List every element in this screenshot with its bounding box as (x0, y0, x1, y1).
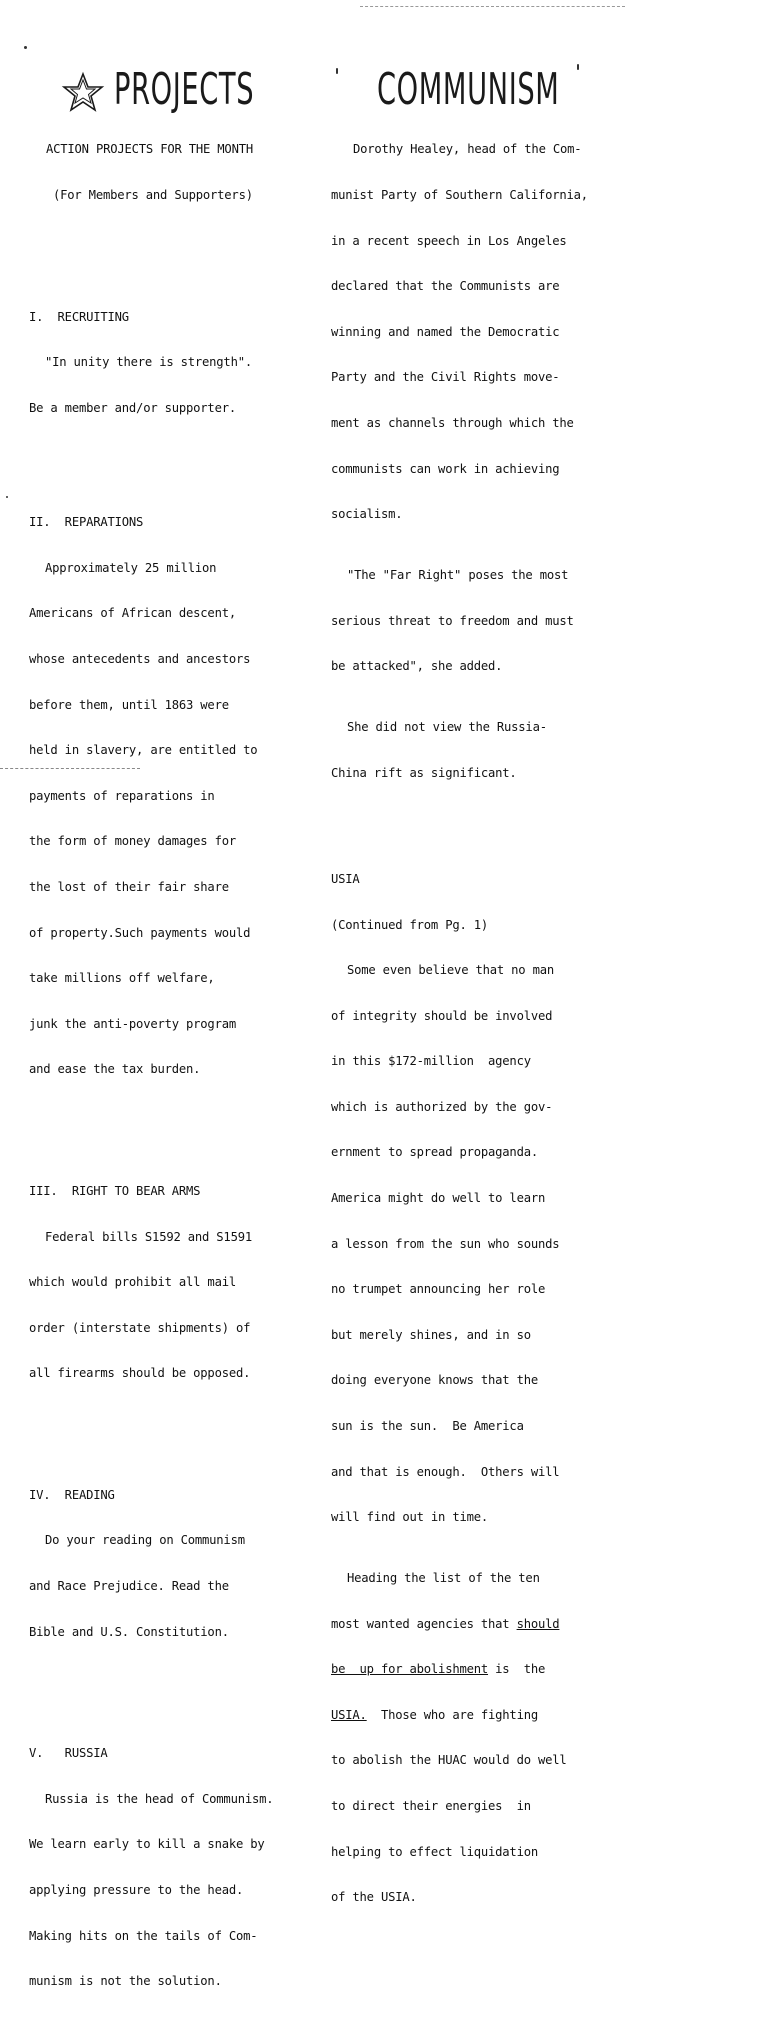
right-column (331, 112, 631, 1936)
section-line: and ease the tax burden. (29, 1062, 201, 1077)
body-line: no trumpet announcing her role (331, 1282, 546, 1297)
body-line: and that is enough. Others will (331, 1464, 560, 1479)
section-heading: III. RIGHT TO BEAR ARMS (29, 1183, 201, 1198)
section-line: Approximately 25 million (45, 560, 217, 575)
section-line: all firearms should be opposed. (29, 1366, 251, 1381)
body-line: munist Party of Southern California, (331, 188, 588, 202)
section-line: and Race Prejudice. Read the (29, 1579, 229, 1594)
section-line: Federal bills S1592 and S1591 (45, 1229, 252, 1244)
body-line: "The "Far Right" poses the most (347, 567, 569, 582)
section-line: Be a member and/or supporter. (29, 400, 236, 415)
body-line: of integrity should be involved (331, 1008, 553, 1023)
body-line (331, 1708, 631, 1723)
section-line: take millions off welfare, (29, 971, 215, 986)
section-line: payments of reparations in (29, 788, 215, 803)
section-heading: II. REPARATIONS (29, 515, 144, 530)
body-line: in a recent speech in Los Angeles (331, 233, 567, 248)
top-edge-line (360, 6, 625, 7)
body-line: but merely shines, and in so (331, 1327, 531, 1342)
body-line: Party and the Civil Rights move- (331, 370, 560, 385)
body-line: China rift as significant. (331, 765, 517, 780)
section-heading: IV. READING (29, 1487, 115, 1502)
speck (6, 496, 8, 498)
body-line: America might do well to learn (331, 1191, 546, 1206)
body-line: ment as channels through which the (331, 415, 574, 430)
section-line: before them, until 1863 were (29, 697, 229, 712)
section-line: held in slavery, are entitled to (29, 743, 258, 758)
left-column (29, 112, 329, 2020)
projects-title: PROJECTS (114, 64, 255, 115)
text-span: most wanted agencies that (331, 1616, 517, 1631)
communism-title: COMMUNISM (377, 64, 560, 115)
usia-heading: USIA (331, 871, 360, 886)
body-line: sun is the sun. Be America (331, 1419, 524, 1434)
underlined-text: USIA. (331, 1707, 367, 1722)
section-line: of property.Such payments would (29, 925, 251, 940)
section-line: applying pressure to the head. (29, 1883, 244, 1898)
body-line: will find out in time. (331, 1510, 489, 1525)
body-line: declared that the Communists are (331, 279, 560, 294)
section-heading: I. RECRUITING (29, 309, 129, 324)
body-line: ernment to spread propaganda. (331, 1145, 538, 1160)
section-line: the lost of their fair share (29, 879, 229, 894)
body-line: which is authorized by the gov- (331, 1099, 553, 1114)
speck (336, 68, 338, 74)
text-span: is the (488, 1662, 546, 1677)
speck (24, 46, 27, 49)
section-line: Do your reading on Communism (45, 1533, 245, 1548)
body-line: to abolish the HUAC would do well (331, 1753, 567, 1768)
section-line: order (interstate shipments) of (29, 1320, 251, 1335)
body-line: doing everyone knows that the (331, 1373, 538, 1388)
section-line: Making hits on the tails of Com- (29, 1928, 258, 1943)
underlined-text: be up for abolishment (331, 1662, 489, 1677)
body-line: serious threat to freedom and must (331, 613, 574, 628)
body-line: to direct their energies in (331, 1799, 531, 1813)
section-line: whose antecedents and ancestors (29, 651, 251, 666)
section-line: junk the anti-poverty program (29, 1016, 236, 1031)
body-line: in this $172-million agency (331, 1054, 531, 1069)
body-line: socialism. (331, 507, 403, 522)
section-line: munism is not the solution. (29, 1974, 222, 1989)
section-heading: V. RUSSIA (29, 1746, 108, 1761)
body-line: Some even believe that no man (347, 963, 554, 978)
star-icon (62, 72, 104, 112)
underlined-text: should (516, 1616, 560, 1631)
body-line: helping to effect liquidation (331, 1844, 538, 1859)
intro-line: ACTION PROJECTS FOR THE MONTH (46, 142, 253, 157)
text-span: Those who are fighting (366, 1707, 538, 1722)
body-line: She did not view the Russia- (347, 719, 547, 734)
body-line: a lesson from the sun who sounds (331, 1236, 560, 1251)
body-line (331, 1662, 631, 1677)
intro-line: (For Members and Supporters) (53, 188, 253, 202)
body-line: Dorothy Healey, head of the Com- (353, 142, 582, 157)
body-line: communists can work in achieving (331, 461, 560, 476)
usia-continued: (Continued from Pg. 1) (331, 917, 489, 932)
body-line (331, 1617, 631, 1632)
body-line: be attacked", she added. (331, 659, 503, 674)
section-line: which would prohibit all mail (29, 1275, 236, 1290)
speck (577, 64, 579, 70)
body-line: of the USIA. (331, 1890, 417, 1905)
section-line: Americans of African descent, (29, 606, 236, 621)
section-line: We learn early to kill a snake by (29, 1837, 265, 1852)
body-line: winning and named the Democratic (331, 324, 560, 339)
section-line: "In unity there is strength". (45, 355, 252, 370)
section-line: Russia is the head of Communism. (45, 1791, 274, 1806)
section-line: Bible and U.S. Constitution. (29, 1624, 229, 1639)
section-line: the form of money damages for (29, 834, 236, 849)
body-line: Heading the list of the ten (347, 1571, 540, 1586)
